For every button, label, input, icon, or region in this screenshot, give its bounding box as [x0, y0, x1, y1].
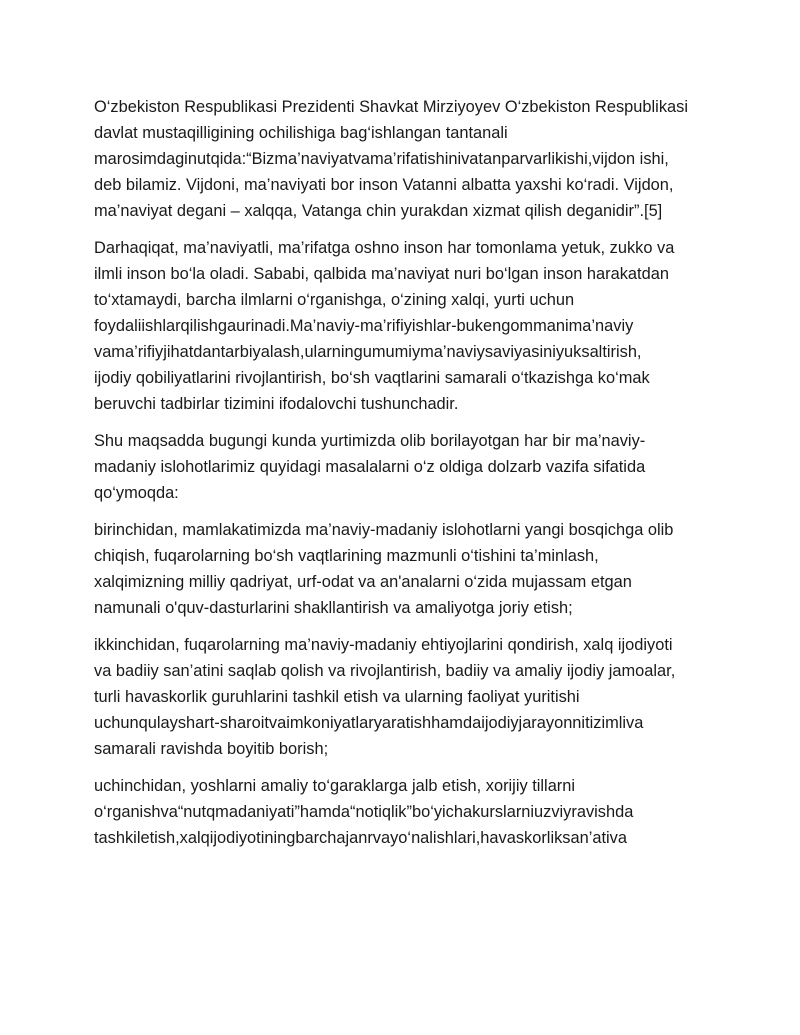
- paragraph-presidential-quote: O‘zbekiston Respublikasi Prezidenti Shavkat Mirziyoyev O‘zbekiston Respublikasi davlat mustaqilligining ochilishiga bag‘ishlangan tantanali marosimdaginutqida:“Bizma’naviyatvama’rifatishinivatanparvarlikishi,vijdon ishi, deb bilamiz. Vijdoni, ma’naviyati bor inson Vatanni albatta yaxshi ko‘radi. Vijdon, ma’naviyat degani – xalqqa, Vatanga chin yurakdan xizmat qilish deganidir”.[5]: [94, 98, 688, 220]
- paragraph-third-goal: uchinchidan, yoshlarni amaliy to‘garaklarga jalb etish, xorijiy tillarni o‘rganishva“nutqmadaniyati”hamda“notiqlik”bo‘yichakurslarniuzviyravishda tashkiletish,xalqijodiyotiningbarchajanrvayo‘nalishlari,havaskorliksan’ativa: [94, 777, 634, 847]
- paragraph-reform-goals-intro: Shu maqsadda bugungi kunda yurtimizda olib borilayotgan har bir ma’naviy- madaniy islohotlarimiz quyidagi masalalarni o‘z oldiga dolzarb vazifa sifatida qo‘ymoqda:: [94, 432, 646, 502]
- paragraph-second-goal: ikkinchidan, fuqarolarning ma’naviy-madaniy ehtiyojlarini qondirish, xalq ijodiyoti va badiiy san’atini saqlab qolish va rivojlantirish, badiiy va amaliy ijodiy jamoalar, turli havaskorlik guruhlarini tashkil etish va ularning faoliyat yuritishi uchunqulayshart-sharoitvaimkoniyatlaryaratishhamdaijodiyjarayonnitizimliva samarali ravishda boyitib borish;: [94, 636, 676, 758]
- paragraph-spirituality-definition: Darhaqiqat, ma’naviyatli, ma’rifatga oshno inson har tomonlama yetuk, zukko va ilmli inson bo‘la oladi. Sababi, qalbida ma’naviyat nuri bo‘lgan inson harakatdan to‘xtamaydi, barcha ilmlarni o‘rganishga, o‘zining xalqi, yurti uchun foydaliishlarqilishgaurinadi.Ma’naviy-ma’rifiyishlar-bukengommanima’naviy vama’rifiyjihatdantarbiyalash,ularningumumiyma’naviysaviyasiniyuksaltirish, ijodiy qobiliyatlarini rivojlantirish, bo‘sh vaqtlarini samarali o‘tkazishga ko‘mak beruvchi tadbirlar tizimini ifodalovchi tushunchadir.: [94, 239, 675, 413]
- paragraph-first-goal: birinchidan, mamlakatimizda ma’naviy-madaniy islohotlarni yangi bosqichga olib chiqish, fuqarolarning bo‘sh vaqtlarining mazmunli o‘tishini ta’minlash, xalqimizning milliy qadriyat, urf-odat va an'analarni o‘zida mujassam etgan namunali o'quv-dasturlarini shakllantirish va amaliyotga joriy etish;: [94, 521, 674, 617]
- document-body: [94, 94, 708, 862]
